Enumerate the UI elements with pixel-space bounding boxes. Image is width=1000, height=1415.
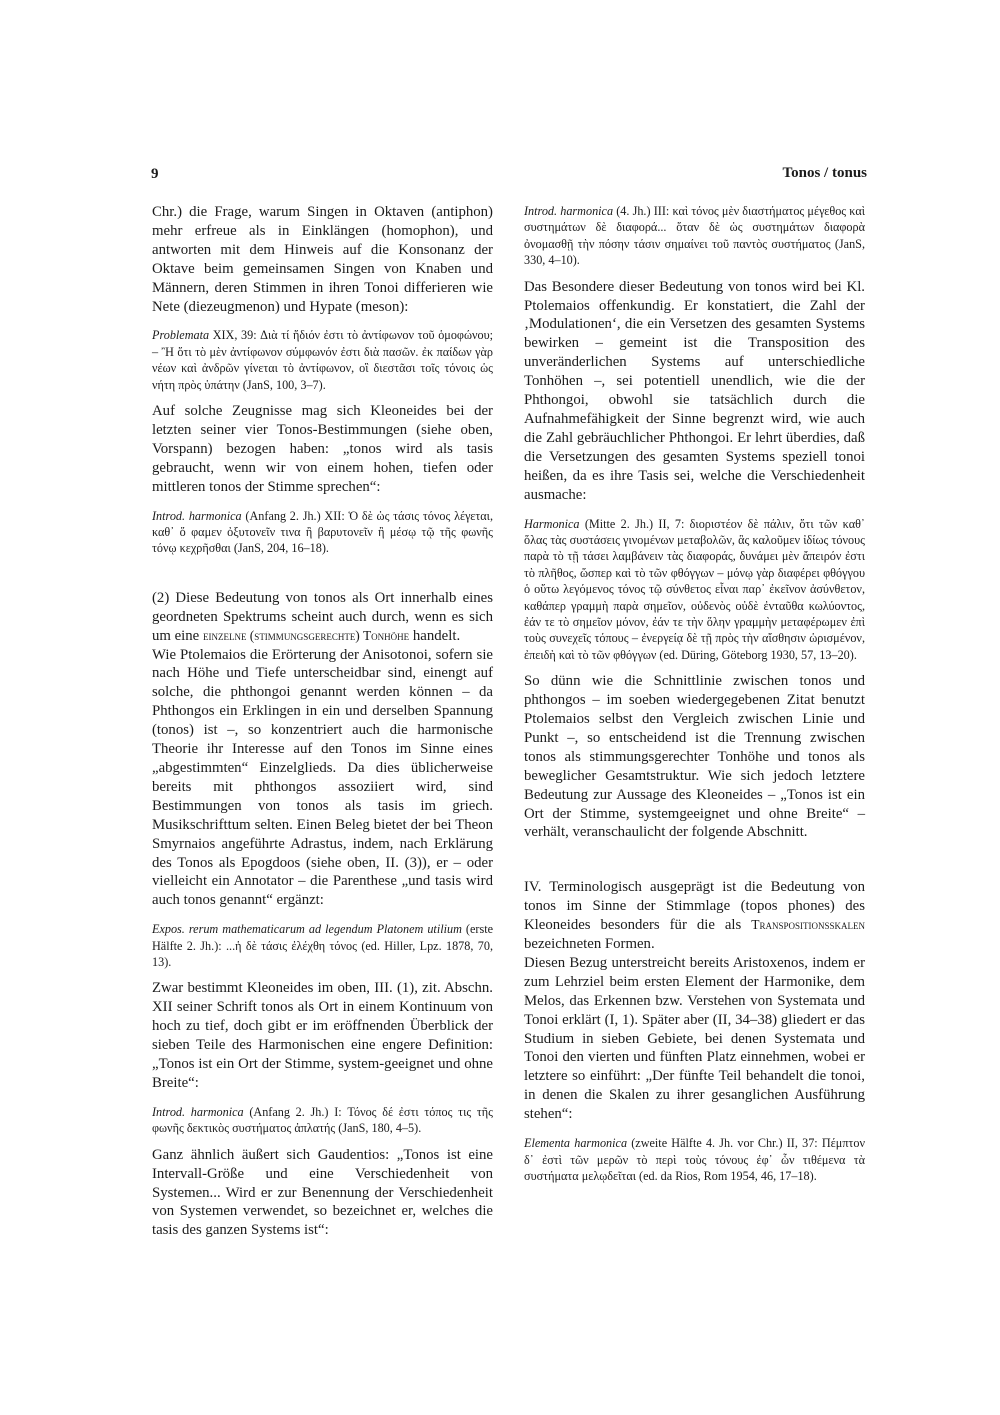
citation-source: Introd. harmonica: [152, 508, 242, 523]
citation-text: (Anfang 2. Jh.) XII: Ὁ δὲ ὡς τάσις τόνος λέγεται, καθ᾽ ὅ φαμεν ὀξυτονεῖν τινα ἢ βαρυτονεῖν ἢ μέσῳ τῷ τῆς φωνῆς τόνῳ κεχρῆσθαι (JanS, 204, 16–18).: [152, 508, 494, 556]
citation-text: (4. Jh.) III: καὶ τόνος μὲν διαστήματος μέγεθος καὶ συστημάτων δὲ διαφορά... ὅταν δὲ ὡς συστημάτων διαφορὰ ὀνομασθῇ τὴν πόσην τάσιν σημαίνει τοῦ παντὸς συστήματος (JanS, 330, 4–10).: [524, 204, 865, 268]
left-column: [152, 203, 493, 1240]
paragraph: Auf solche Zeugnisse mag sich Kleoneides bei der letzten seiner vier Tonos-Bestimmungen (siehe oben, Vorspann) bezogen haben: „tonos wird als tasis gebraucht, wenn wir von einem hohen, tiefen oder mittleren tonos der Stimme sprechen“:: [152, 403, 493, 495]
citation-text: (Anfang 2. Jh.) I: Τόνος δέ ἐστι τόπος τις τῆς φωνῆς δεκτικὸς συστήματος ἀπλατής (JanS, 180, 4–5).: [152, 1104, 494, 1136]
paragraph: Diesen Bezug unterstreicht bereits Aristoxenos, indem er zum Lehrziel beim ersten Element der Harmonike, dem Melos, das Erkennen bzw. Verstehen von Systemata und Tonoi erklärt (I, 1). Später aber (II, 34–38) gliedert er das Studium in sieben Gebiete, bei denen Systemata und Tonoi den vierten und fünften Platz einnehmen, wobei er letztere so einführt: „Der fünfte Teil behandelt die tonoi, in denen die Skalen zu ihrer gesanglichen Ausführung stehen“:: [524, 954, 865, 1123]
citation-text: (zweite Hälfte 4. Jh. vor Chr.) II, 37: Πέμπτον δ᾽ ἐστὶ τῶν μερῶν τὸ περὶ τοὺς τόνους ἐφ᾽ ὧν τιθέμενα τὰ συστήματα μελῳδεῖται (ed. da Rios, Rom 1954, 46, 17–18).: [524, 1136, 865, 1183]
citation: [152, 921, 493, 970]
paragraph: Chr.) die Frage, warum Singen in Oktaven (antiphon) mehr erfreue als in Einklängen (homophon), und antworten mit dem Hinweis auf die Konsonanz der Oktave beim gemeinsamen Singen von Knaben und Männern, deren Stimmen in ihren Tonoi differieren wie Nete (diezeugmenon) und Hypate (meson):: [152, 204, 493, 315]
citation-source: Harmonica: [524, 516, 580, 531]
section-gap: [524, 842, 865, 878]
page-number: 9: [151, 166, 159, 182]
citation-source: Elementa harmonica: [524, 1136, 628, 1151]
paragraph: Ganz ähnlich äußert sich Gaudentios: „Tonos ist eine Intervall-Größe und eine Verschiedenheit von Systemen... Wird er zur Benennung der Verschiedenheit von Systemen verwendet, so bezeichnet er, welches die tasis des ganzen Systems ist“:: [152, 1146, 493, 1239]
citation-text: (erste Hälfte 2. Jh.): ...ἡ δὲ τάσις ἐλέχθη τόνος (ed. Hiller, Lpz. 1878, 70, 13).: [152, 922, 493, 970]
paragraph-text: handelt.: [409, 627, 461, 644]
citation-source: Expos. rerum mathematicarum ad legendum Platonem utilium: [152, 922, 462, 937]
citation-source: Problemata: [152, 328, 210, 343]
citation-source: Introd. harmonica: [524, 204, 614, 218]
right-column: [524, 203, 865, 1193]
citation-source: Introd. harmonica: [152, 1104, 244, 1119]
citation: [152, 508, 493, 557]
running-title: Tonos / tonus: [782, 165, 867, 181]
paragraph-text: (2) Diese Bedeutung von tonos als Ort innerhalb eines geordneten Spektrums scheint auch durch, wenn es sich um eine: [152, 589, 493, 644]
paragraph: Das Besondere dieser Bedeutung von tonos wird bei Kl. Ptolemaios offenkundig. Er konstatiert, die Zahl der ‚Modulationen‘, die ein Versetzen des gesamten Systems bewirken – gemeint ist die Transposition des unveränderlichen Systems auf unterschiedliche Tonhöhen –, sei potentiell unendlich, wie die der Phthongoi, obwohl sie tatsächlich durch die Aufnahmefähigkeit der Sinne begrenzt wird, wie auch die Zahl gebräuchlicher Phthongoi. Er lehrt überdies, daß die Versetzungen des gesamten Systems speziell tonoi heißen, da es ihre Tasis sei, welche die Verschiedenheit ausmache:: [524, 278, 865, 503]
paragraph-text: IV. Terminologisch ausgeprägt ist die Bedeutung von tonos im Sinne der Stimmlage (topos phones) des Kleoneides besonders für die als: [524, 879, 865, 934]
paragraph: Zwar bestimmt Kleoneides im oben, III. (1), zit. Abschn. XII seiner Schrift tonos als Ort in einem Kontinuum von hoch zu tief, doch gibt er im eröffnenden Überblick der sieben Teile des Harmonischen eine engere Definition: „Tonos ist ein Ort der Stimme, system-geeignet und ohne Breite“:: [152, 980, 493, 1091]
citation: [152, 327, 493, 393]
paragraph: Wie Ptolemaios die Erörterung der Anisotonoi, sofern sie nach Höhe und Tiefe unterscheidbar sind, einengt auf solche, die phthongoi genannt werden können – da Phthongos ein Erklingen in ein und derselben Spannung (tonos) ist –, so konzentriert auch die harmonische Theorie ihr Interesse auf den Tonos im Sinne eines „abgestimmten“ Einzelglieds. Da dies üblicherweise bereits mit phthongos assoziiert wird, sind Bestimmungen von tonos als tasis im griech. Musikschrifttum selten. Einen Beleg bietet der bei Theon Smyrnaios angeführte Adrastus, indem, nach Erklärung des Tonos als Epogdoos (siehe oben, II. (3)), er – oder vielleicht ein Annotator – die Parenthese „und tasis wird auch tonos genannt“ ergänzt:: [152, 646, 493, 909]
citation: [524, 516, 865, 664]
paragraph: [152, 589, 493, 646]
paragraph-text: bezeichneten Formen.: [524, 936, 655, 953]
citation-text: XIX, 39: Διὰ τί ἥδιόν ἐστι τὸ ἀντίφωνον τοῦ ὁμοφώνου; – Ἢ ὅτι τὸ μὲν ἀντίφωνον σύμφωνόν ἐστι διὰ πασῶν. ἐκ παίδων γὰρ νέων καὶ ἀνδρῶν γίνεται τὸ ἀντίφωνον, οἳ διεστᾶσι τοῖς τόνοις ὡς νήτη πρὸς ὑπάτην (JanS, 100, 3–7).: [152, 328, 493, 392]
citation-text: (Mitte 2. Jh.) II, 7: διοριστέον δὲ πάλιν, ὅτι τῶν καθ᾽ ὅλας τὰς συστάσεις γινομένων μεταβολῶν, ἃς καλοῦμεν ἰδίως τόνους παρὰ τὸ τῇ τάσει λαμβάνειν τὰς διαφοράς, δυνάμει μὲν ἄπειρόν ἐστι τὸ πλῆθος, ὥσπερ καὶ τὸ τῶν φθόγγων – μόνῳ γὰρ διαφέρει φθόγγου ὁ οὕτω λεγόμενος τόνος τῷ σύνθετος εἶναι παρ᾽ ἐκεῖνον ἀσύνθετον, καθάπερ γραμμὴ παρὰ σημεῖον, οὐδενὸς οὐδὲ ἐνταῦθα κωλύοντος, ἐάν τε τὸ σημεῖον μόνον, ἐάν τε τὴν ὅλην γραμμὴν μεταφέρωμεν ἐπὶ τοὺς συνεχεῖς τόπους – ἐνεργείᾳ δὲ τῇ πρὸς τὴν αἴσθησιν ὡρισμένον, ἐπειδὴ καὶ τὸ τῶν φθόγγων (ed. Düring, Göteborg 1930, 57, 13–20).: [524, 516, 865, 662]
citation: [152, 1104, 493, 1137]
citation: [524, 203, 865, 269]
paragraph: [524, 878, 865, 954]
small-caps-term: einzelne (stimmungsgerechte) Tonhöhe: [202, 627, 410, 643]
small-caps-term: Transpositionsskalen: [751, 917, 865, 933]
citation: [524, 1135, 865, 1184]
section-gap: [152, 566, 493, 589]
paragraph: So dünn wie die Schnittlinie zwischen tonos und phthongos – im soeben wiedergegebenen Zitat benutzt Ptolemaios selbst den Vergleich zwischen Linie und Punkt –, so entscheidend ist die Trennung zwischen tonos als stimmungsgerechter Tonhöhe und tonos als beweglicher Gesamtstruktur. Wie sich jedoch letztere Bedeutung zur Aussage des Kleoneides – „Tonos ist ein Ort der Stimme, systemgeeignet und ohne Breite“ – verhält, veranschaulicht der folgende Abschnitt.: [524, 673, 865, 841]
